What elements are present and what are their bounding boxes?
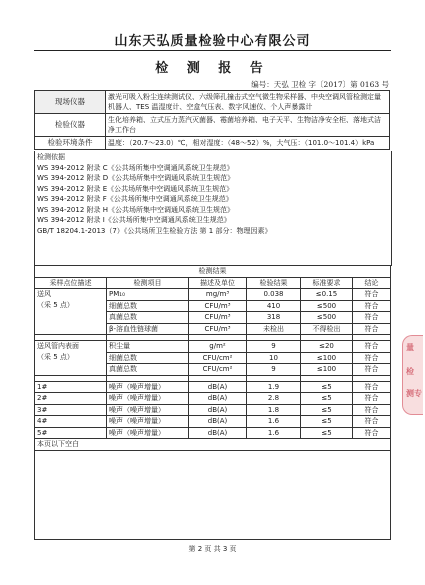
item-cell: PM₁₀ <box>107 289 189 301</box>
location-cell <box>35 341 107 376</box>
standard-cell: ≤100 <box>301 364 353 376</box>
item-cell: 真菌总数 <box>107 312 189 324</box>
item-cell: 噪声（噪声增量） <box>107 404 189 416</box>
location-cell: 2# <box>35 393 107 405</box>
conclusion-cell: 符合 <box>353 323 391 335</box>
table-row <box>35 289 391 301</box>
col-header-conclusion: 结论 <box>353 277 391 289</box>
standard-cell: ≤5 <box>301 427 353 439</box>
unit-cell: dB(A) <box>189 381 247 393</box>
table-row <box>35 381 391 393</box>
table-row <box>35 393 391 405</box>
standard-cell: ≤20 <box>301 341 353 353</box>
test-basis-line: GB/T 18204.1-2013（7）《公共场所卫生检验方法 第 1 部分：物理因素》 <box>37 226 272 235</box>
company-name: 山东天弘质量检验中心有限公司 <box>114 34 311 49</box>
unit-cell: CFU/cm² <box>189 364 247 376</box>
results-section-title: 检测结果 <box>35 266 391 278</box>
empty-row <box>35 450 391 539</box>
location-cell: 4# <box>35 416 107 428</box>
standard-cell: ≤5 <box>301 393 353 405</box>
lab-instruments-row <box>35 114 390 137</box>
unit-cell: CFU/m³ <box>189 300 247 312</box>
stamp-char: 检 <box>406 367 414 376</box>
item-cell: 细菌总数 <box>107 300 189 312</box>
result-cell: 9 <box>247 341 301 353</box>
lab-instruments-label: 检验仪器 <box>35 114 106 137</box>
results-title-row <box>35 266 391 278</box>
col-header-standard: 标准要求 <box>301 277 353 289</box>
item-cell: 真菌总数 <box>107 364 189 376</box>
unit-cell: CFU/m³ <box>189 323 247 335</box>
item-cell: 积尘量 <box>107 341 189 353</box>
result-cell: 9 <box>247 364 301 376</box>
site-instruments-value: 激光可吸入粉尘连续测试仪、六级筛孔撞击式空气微生物采样器、中央空调风管检测定量机器人、TES 温湿度计、空盒气压表、数字风速仪、个人声暴露计 <box>106 91 390 114</box>
unit-cell: dB(A) <box>189 404 247 416</box>
report-number: 编号：天弘 卫检 字〔2017〕第 0163 号 <box>251 80 389 89</box>
location-cell: 3# <box>35 404 107 416</box>
unit-cell: CFU/m³ <box>189 312 247 324</box>
item-cell: 细菌总数 <box>107 352 189 364</box>
location-cell: 5# <box>35 427 107 439</box>
conclusion-cell: 符合 <box>353 312 391 324</box>
item-cell: 噪声（噪声增量） <box>107 416 189 428</box>
end-note: 本页以下空白 <box>35 439 391 451</box>
results-header-row <box>35 277 391 289</box>
unit-cell: dB(A) <box>189 393 247 405</box>
test-basis-line: WS 394-2012 附录 D《公共场所集中空调通风系统卫生规范》 <box>37 174 235 182</box>
env-conditions-value: 温度：（20.7～23.0）℃，相对湿度：（48～52）%，大气压：（101.0～101.4）kPa <box>106 137 390 150</box>
conclusion-cell: 符合 <box>353 364 391 376</box>
item-cell: 噪声（噪声增量） <box>107 427 189 439</box>
location-points: （采 5 点） <box>37 300 74 309</box>
location-cell: 1# <box>35 381 107 393</box>
conclusion-cell: 符合 <box>353 393 391 405</box>
item-cell: β-溶血性链球菌 <box>107 323 189 335</box>
test-basis-line: WS 394-2012 附录 C《公共场所集中空调通风系统卫生规范》 <box>37 163 234 172</box>
page-number: 第 2 页 共 3 页 <box>188 545 237 553</box>
col-header-unit: 描述及单位 <box>189 277 247 289</box>
stamp-char: 测专 <box>406 389 422 398</box>
standard-cell: ≤500 <box>301 312 353 324</box>
test-basis-line: WS 394-2012 附录 F《公共场所集中空调通风系统卫生规范》 <box>37 195 233 203</box>
standard-cell: ≤5 <box>301 404 353 416</box>
standard-cell: 不得检出 <box>301 323 353 335</box>
table-row <box>35 341 391 353</box>
table-row <box>35 404 391 416</box>
test-basis-section <box>34 151 392 266</box>
result-cell: 0.038 <box>247 289 301 301</box>
table-row <box>35 416 391 428</box>
blank-area <box>35 450 391 539</box>
site-instruments-row <box>35 91 390 114</box>
location-points: （采 5 点） <box>37 352 74 361</box>
result-cell: 未检出 <box>247 323 301 335</box>
location-cell <box>35 289 107 335</box>
unit-cell: CFU/cm² <box>189 352 247 364</box>
conclusion-cell: 符合 <box>353 352 391 364</box>
unit-cell: g/m² <box>189 341 247 353</box>
site-instruments-label: 现场仪器 <box>35 91 106 114</box>
report-title: 检 测 报 告 <box>155 61 270 76</box>
lab-instruments-value: 生化培养箱、立式压力蒸汽灭菌器、霉菌培养箱、电子天平、生物洁净安全柜、落地式洁净工作台 <box>106 114 390 137</box>
result-cell: 1.9 <box>247 381 301 393</box>
results-table <box>34 265 391 540</box>
result-cell: 1.6 <box>247 427 301 439</box>
stamp-char: 量 <box>406 343 414 352</box>
instrument-info-table <box>34 90 390 150</box>
unit-cell: dB(A) <box>189 427 247 439</box>
standard-cell: ≤100 <box>301 352 353 364</box>
conclusion-cell: 符合 <box>353 300 391 312</box>
table-row <box>35 427 391 439</box>
unit-cell: dB(A) <box>189 416 247 428</box>
result-cell: 2.8 <box>247 393 301 405</box>
unit-cell: mg/m³ <box>189 289 247 301</box>
conclusion-cell: 符合 <box>353 427 391 439</box>
conclusion-cell: 符合 <box>353 381 391 393</box>
result-cell: 410 <box>247 300 301 312</box>
conclusion-cell: 符合 <box>353 289 391 301</box>
conclusion-cell: 符合 <box>353 404 391 416</box>
header-rule <box>34 50 391 51</box>
conclusion-cell: 符合 <box>353 416 391 428</box>
standard-cell: ≤0.15 <box>301 289 353 301</box>
env-conditions-label: 检验环境条件 <box>35 137 106 150</box>
result-cell: 10 <box>247 352 301 364</box>
location-name: 送风管内表面 <box>37 342 79 350</box>
result-cell: 1.8 <box>247 404 301 416</box>
table-row <box>35 439 391 451</box>
location-name: 送风 <box>37 290 51 298</box>
test-basis-line: WS 394-2012 附录 I《公共场所集中空调通风系统卫生规范》 <box>37 216 231 224</box>
result-cell: 1.6 <box>247 416 301 428</box>
test-basis-title: 检测依据 <box>37 153 65 161</box>
result-cell: 318 <box>247 312 301 324</box>
col-header-item: 检测项目 <box>107 277 189 289</box>
standard-cell: ≤5 <box>301 416 353 428</box>
item-cell: 噪声（噪声增量） <box>107 393 189 405</box>
test-basis-line: WS 394-2012 附录 H《公共场所集中空调通风系统卫生规范》 <box>37 205 235 214</box>
seal-stamp <box>402 335 423 415</box>
standard-cell: ≤500 <box>301 300 353 312</box>
test-basis-line: WS 394-2012 附录 E《公共场所集中空调通风系统卫生规范》 <box>37 184 234 193</box>
col-header-location: 采样点位描述 <box>35 277 107 289</box>
env-conditions-row <box>35 137 390 150</box>
standard-cell: ≤5 <box>301 381 353 393</box>
col-header-result: 检验结果 <box>247 277 301 289</box>
item-cell: 噪声（噪声增量） <box>107 381 189 393</box>
conclusion-cell: 符合 <box>353 341 391 353</box>
